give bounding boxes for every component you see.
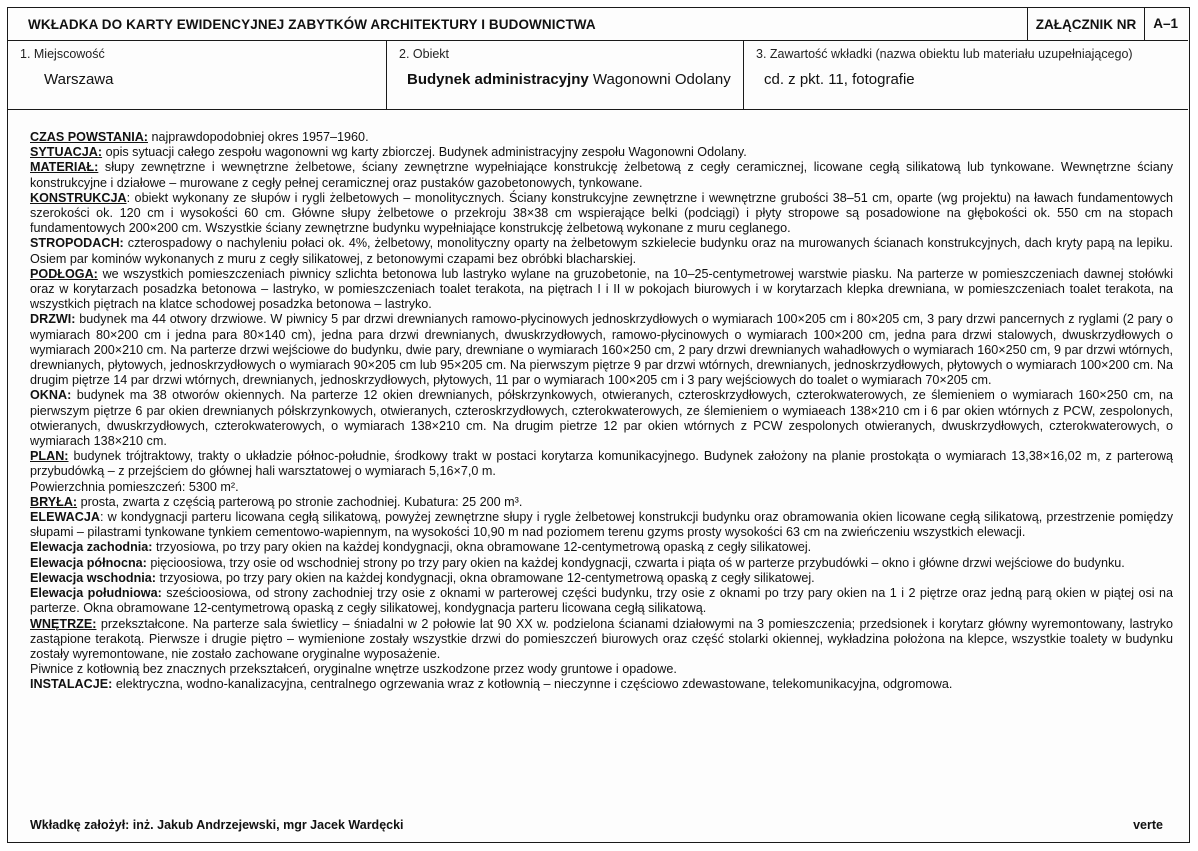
section-czas: [30, 130, 1173, 145]
object-value-rest: Wagonowni Odolany: [588, 71, 731, 88]
section-heading: INSTALACJE:: [30, 677, 113, 692]
description-body: [30, 130, 1173, 693]
card-title: WKŁADKA DO KARTY EWIDENCYJNEJ ZABYTKÓW ARCHITEKTURY I BUDOWNICTWA: [28, 16, 596, 32]
section-heading: ELEWACJA: [30, 510, 100, 525]
section-text: opis sytuacji całego zespołu wagonowni wg karty zbiorczej. Budynek administracyjny zespołu Wagonowni Odolany.: [102, 145, 747, 160]
section-heading: OKNA:: [30, 388, 72, 403]
section-plan: [30, 449, 1173, 479]
object-value: [407, 71, 731, 88]
section-stropodach: [30, 236, 1173, 266]
section-instalacje: [30, 677, 1173, 692]
section-heading: KONSTRUKCJA: [30, 190, 127, 205]
section-powierzchnia: [30, 480, 1173, 495]
section-text: elektryczna, wodno-kanalizacyjna, centralnego ogrzewania wraz z kotłownią – nieczynne i częściowo zdewastowane, telekomunikacyjna, odgromowa.: [112, 677, 953, 692]
section-elewacja-polnocna: [30, 556, 1173, 571]
section-text: we wszystkich pomieszczeniach piwnicy szlichta betonowa lub lastryko wylane na gruzobetonie, na 10–25-centymetrowej warstwie piasku. Na parterze w pomieszczeniach dawnej stołówki oraz w korytarzach posadzka betonowa – lastryko, w pomieszczeniach toalet terakota, na piętrach I i II w pokojach biurowych i w korytarzach klepka drewniana, w pomieszczeniach toalet terakota, na wszystkich piętrach na klatce schodowej posadzka betonowa – lastryko.: [30, 266, 1173, 312]
record-card: [7, 7, 1190, 843]
section-heading: Elewacja wschodnia:: [30, 570, 156, 585]
section-heading: Elewacja południowa:: [30, 586, 162, 601]
section-heading: WNĘTRZE:: [30, 616, 97, 631]
card-header: [8, 8, 1188, 41]
content-field: [743, 41, 1188, 109]
section-heading: PODŁOGA:: [30, 266, 98, 281]
author-note: Wkładkę założył: inż. Jakub Andrzejewski, mgr Jacek Wardęcki: [30, 818, 404, 832]
section-material: [30, 160, 1173, 190]
section-text: Piwnice z kotłownią bez znacznych przekształceń, oryginalne wnętrze uszkodzone przez wody gruntowe i opadowe.: [30, 662, 677, 677]
section-heading: SYTUACJA:: [30, 145, 103, 160]
section-text: sześcioosiowa, od strony zachodniej trzy osie z oknami w parterowej części budynku, trzy osie z oknami po trzy pary okien na 1 i 2 piętrze oraz jedną parą okien w piątej osi na parterze. Okna obramowane 12-centymetrową opaską z cegły silikatowej, kondygnacja parteru licowana cegłą silikatową.: [30, 586, 1173, 616]
section-elewacja-zachodnia: [30, 540, 1173, 555]
section-heading: CZAS POWSTANIA:: [30, 130, 148, 144]
content-label: 3. Zawartość wkładki (nazwa obiektu lub materiału uzupełniającego): [756, 47, 1133, 61]
section-text: : obiekt wykonany ze słupów i rygli żelbetowych – monolitycznych. Ściany konstrukcyjne zewnętrzne i wewnętrzne grubości 38–51 cm, oparte (wg projektu) na ławach fundamentowych szerokości ok. 120 cm i wysokości 60 cm. Główne słupy żelbetowe o przekroju 38×38 cm wspierające belki (podciągi) i płyty stropowe są posadowione na głębokości ok. 550 cm na stopach fundamentowych 200×200 cm. Wszystkie ściany zewnętrzne budynku wypełniające konstrukcję żelbetową wykonane z muru ceglanego.: [30, 190, 1173, 236]
object-label: 2. Obiekt: [399, 47, 450, 61]
section-piwnice: [30, 662, 1173, 677]
section-text: budynek ma 38 otworów okiennych. Na parterze 12 okien drewnianych, półskrzynkowych, otwieranych, czteroskrzydłowych, czterokwaterowych, ze ślemieniem o wymiarach 160×250 cm, na pierwszym piętrze 6 par okien drewnianych półskrzynkowych, otwieranych, czteroskrzydłowych, czterokwaterowych, ze ślemieniem o wymiaeach 138×210 cm i 6 par okien wtórnych z PCW, zespolonych, otwieranych, dwuskrzydłowych, czterokwaterowych, o wymiarach 138×210 cm. Na drugim pietrze 12 par okien wtórnych z PCW zespolonych otwieranych, dwuskrzydłowych, czterokwaterowych, o wymiarach 138×210 cm.: [30, 388, 1173, 449]
locality-label: 1. Miejscowość: [20, 47, 105, 61]
section-text: przekształcone. Na parterze sala świetlicy – śniadalni w 2 połowie lat 90 XX w. podzielona ścianami działowymi na 3 pomieszczenia; przedsionek i korytarz główny wyremontowany, lastryko zastąpione terakotą. Pierwsze i drugie piętro – wymienione zostały wszystkie drzwi do pomieszczeń biurowych oraz część stolarki okiennej, wykładzina położona na klepce, wszystkie toalety w budynku zostały wyremontowane, nie zostało zachowane oryginalne wyposażenie.: [30, 616, 1173, 661]
section-text: Powierzchnia pomieszczeń: 5300 m².: [30, 479, 239, 494]
section-text: : w kondygnacji parteru licowana cegłą silikatową, powyżej zewnętrzne słupy i rygle żelbetowej konstrukcji budynku oraz obramowania okien licowane cegłą silikatową, przestrzenie pomiędzy słupami – pilastrami tynkowane tynkiem cementowo-wapiennym, na wysokości 10,90 m nad poziomem terenu gzyms prosty wysokości 63 cm na zwieńczeniu wszystkich elewacji.: [30, 510, 1173, 540]
section-text: budynek ma 44 otwory drzwiowe. W piwnicy 5 par drzwi drewnianych ramowo-płycinowych jednoskrzydłowych o wymiarach 100×205 cm i 80×205 cm, 3 pary drzwi pancernych z ryglami (2 pary o wymiarach 80×200 cm i jedna para 80×140 cm), jedna para drzwi drewnianych, dwuskrzydłowych, ramowo-płycinowych o wymiarach 100×200 cm, jedna para drzwi stalowych, dwuskrzydłowych o wymiarach 200×210 cm. Na parterze drzwi wejściowe do budynku, dwie pary, drewniane o wymiarach 160×250 cm, 2 pary drzwi drewnianych wahadłowych o wymiarach 160×250 cm, 9 par drzwi wtórnych, drewnianych, płytowych, jednoskrzydłowych o wymiarach 90×205 cm lub 95×205 cm. Na pierwszym piętrze 9 par drzwi wtórnych, drewnianych, jednoskrzydłowych, płytowych o wymiarach 100×200 cm. Na drugim piętrze 14 par drzwi wtórnych, drewnianych, jednoskrzydłowych, płytowych, 11 par o wymiarach 100×205 cm i 3 pary wejściowych do toalet o wymiarach 70×205 cm.: [30, 312, 1173, 388]
section-text: trzyosiowa, po trzy pary okien na każdej kondygnacji, okna obramowane 12-centymetrową opaską z cegły silikatowej.: [152, 540, 812, 555]
section-text: prosta, zwarta z częścią parterową po stronie zachodniej. Kubatura: 25 200 m³.: [77, 494, 523, 509]
section-podloga: [30, 267, 1173, 313]
section-heading: PLAN:: [30, 449, 69, 464]
section-sytuacja: [30, 145, 1173, 160]
section-bryla: [30, 495, 1173, 510]
verte-note: verte: [1133, 818, 1163, 832]
section-text: najprawdopodobniej okres 1957–1960.: [148, 130, 369, 144]
section-text: trzyosiowa, po trzy pary okien na każdej kondygnacji, okna obramowane 12-centymetrową opaską z cegły silikatowej.: [155, 570, 815, 585]
section-text: budynek trójtraktowy, trakty o układzie północ-południe, środkowy trakt w postaci korytarza komunikacyjnego. Budynek założony na planie prostokąta o wymiarach 13,38×16,02 m, z parterową przybudówką – z przejściem do głównej hali warsztatowej o wymiarach 5,16×7,0 m.: [30, 449, 1173, 479]
section-drzwi: [30, 312, 1173, 388]
locality-field: [8, 41, 386, 109]
object-value-bold: Budynek administracyjny: [407, 71, 589, 88]
section-heading: BRYŁA:: [30, 494, 78, 509]
section-wnetrze: [30, 617, 1173, 663]
section-heading: Elewacja zachodnia:: [30, 540, 153, 555]
fields-row: [8, 41, 1188, 110]
section-text: pięcioosiowa, trzy osie od wschodniej strony po trzy pary okien na każdej kondygnacji, czwarta i piąta oś w parterze przybudówki – okno i główne drzwi wejściowe do budynku.: [146, 555, 1125, 570]
object-field: [386, 41, 743, 109]
section-heading: MATERIAŁ:: [30, 160, 99, 175]
section-elewacja-wschodnia: [30, 571, 1173, 586]
section-heading: STROPODACH:: [30, 236, 124, 251]
section-okna: [30, 388, 1173, 449]
section-elewacja-poludniowa: [30, 586, 1173, 616]
appendix-box: [1027, 8, 1188, 40]
content-value: cd. z pkt. 11, fotografie: [764, 71, 915, 88]
section-elewacja: [30, 510, 1173, 540]
section-text: czterospadowy o nachyleniu połaci ok. 4%, żelbetowy, monolityczny oparty na żelbetowym szkielecie budynku oraz na murowanych ścianach konstrukcyjnych, dach kryty papą na lepiku. Osiem par kominów wykonanych z muru z cegły silikatowej, z betonowymi czapami bez obróbki blacharskiej.: [30, 236, 1173, 266]
locality-value: Warszawa: [44, 71, 114, 88]
section-heading: Elewacja północna:: [30, 555, 147, 570]
appendix-number: A–1: [1144, 8, 1188, 40]
section-text: słupy zewnętrzne i wewnętrzne żelbetowe, ściany zewnętrzne wypełniające konstrukcję żelbetową z cegły ceramicznej, licowane cegłą silikatową lub tynkowane. Wewnętrzne ściany konstrukcyjne i działowe – murowane z cegły pełnej ceramicznej oraz pustaków gazobetonowych, tynkowane.: [30, 160, 1173, 190]
section-konstrukcja: [30, 191, 1173, 237]
appendix-label: ZAŁĄCZNIK NR: [1035, 16, 1137, 32]
section-heading: DRZWI:: [30, 312, 76, 327]
